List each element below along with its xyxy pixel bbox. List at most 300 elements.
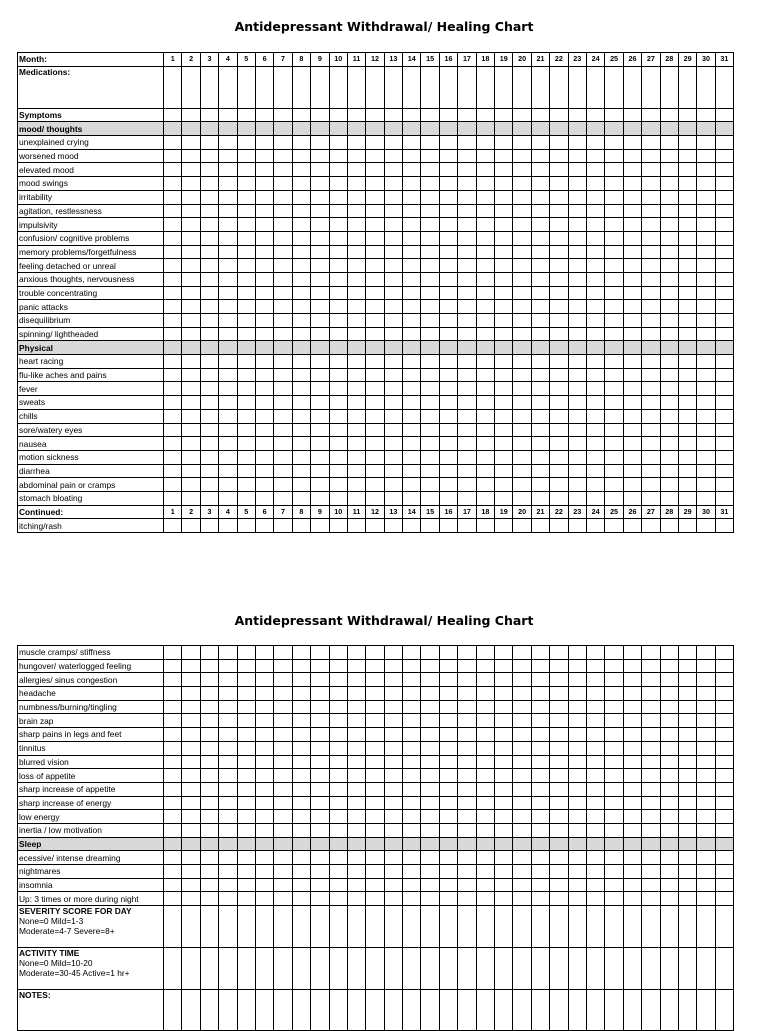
day-cell[interactable] bbox=[458, 741, 476, 755]
day-cell[interactable] bbox=[697, 464, 715, 478]
day-cell[interactable] bbox=[311, 231, 329, 245]
day-cell[interactable] bbox=[660, 878, 678, 892]
day-cell[interactable] bbox=[366, 423, 384, 437]
day-cell[interactable] bbox=[550, 149, 568, 163]
day-cell[interactable] bbox=[531, 906, 549, 948]
day-cell[interactable] bbox=[531, 728, 549, 742]
day-cell[interactable] bbox=[274, 300, 292, 314]
day-cell[interactable] bbox=[384, 892, 402, 906]
day-cell[interactable] bbox=[292, 659, 310, 673]
day-cell[interactable] bbox=[550, 314, 568, 328]
day-cell[interactable] bbox=[623, 149, 641, 163]
day-cell[interactable] bbox=[550, 755, 568, 769]
day-cell[interactable] bbox=[660, 327, 678, 341]
day-cell[interactable] bbox=[513, 837, 531, 851]
day-cell[interactable] bbox=[605, 714, 623, 728]
day-cell[interactable] bbox=[660, 163, 678, 177]
day-cell[interactable] bbox=[660, 646, 678, 660]
day-cell[interactable] bbox=[200, 823, 218, 837]
day-cell[interactable] bbox=[678, 646, 696, 660]
day-cell[interactable] bbox=[200, 327, 218, 341]
day-cell[interactable] bbox=[715, 259, 733, 273]
day-cell[interactable] bbox=[200, 700, 218, 714]
day-cell[interactable] bbox=[568, 659, 586, 673]
day-cell[interactable] bbox=[311, 327, 329, 341]
day-cell[interactable] bbox=[715, 245, 733, 259]
day-cell[interactable] bbox=[550, 823, 568, 837]
day-cell[interactable] bbox=[715, 177, 733, 191]
day-cell[interactable] bbox=[421, 464, 439, 478]
day-cell[interactable] bbox=[697, 66, 715, 108]
day-cell[interactable] bbox=[568, 673, 586, 687]
day-cell[interactable] bbox=[568, 136, 586, 150]
day-cell[interactable] bbox=[292, 837, 310, 851]
day-cell[interactable] bbox=[329, 450, 347, 464]
day-cell[interactable] bbox=[678, 714, 696, 728]
day-cell[interactable] bbox=[678, 851, 696, 865]
day-cell[interactable] bbox=[311, 136, 329, 150]
day-cell[interactable] bbox=[458, 355, 476, 369]
day-cell[interactable] bbox=[366, 450, 384, 464]
day-cell[interactable] bbox=[439, 355, 457, 369]
day-cell[interactable] bbox=[531, 700, 549, 714]
day-cell[interactable] bbox=[182, 409, 200, 423]
day-cell[interactable] bbox=[384, 741, 402, 755]
day-cell[interactable] bbox=[568, 714, 586, 728]
day-cell[interactable] bbox=[274, 464, 292, 478]
day-cell[interactable] bbox=[642, 491, 660, 505]
day-cell[interactable] bbox=[513, 368, 531, 382]
day-cell[interactable] bbox=[642, 837, 660, 851]
day-cell[interactable] bbox=[678, 755, 696, 769]
day-cell[interactable] bbox=[715, 396, 733, 410]
day-cell[interactable] bbox=[697, 892, 715, 906]
day-cell[interactable] bbox=[200, 149, 218, 163]
day-cell[interactable] bbox=[366, 314, 384, 328]
day-cell[interactable] bbox=[200, 355, 218, 369]
day-cell[interactable] bbox=[237, 149, 255, 163]
day-cell[interactable] bbox=[421, 491, 439, 505]
day-cell[interactable] bbox=[237, 700, 255, 714]
day-cell[interactable] bbox=[568, 491, 586, 505]
day-cell[interactable] bbox=[347, 368, 365, 382]
day-cell[interactable] bbox=[586, 687, 604, 701]
day-cell[interactable] bbox=[274, 409, 292, 423]
day-cell[interactable] bbox=[182, 300, 200, 314]
day-cell[interactable] bbox=[623, 837, 641, 851]
day-cell[interactable] bbox=[476, 66, 494, 108]
day-cell[interactable] bbox=[715, 646, 733, 660]
day-cell[interactable] bbox=[347, 409, 365, 423]
day-cell[interactable] bbox=[697, 769, 715, 783]
day-cell[interactable] bbox=[458, 673, 476, 687]
day-cell[interactable] bbox=[421, 190, 439, 204]
day-cell[interactable] bbox=[366, 728, 384, 742]
day-cell[interactable] bbox=[403, 714, 421, 728]
day-cell[interactable] bbox=[347, 687, 365, 701]
day-cell[interactable] bbox=[384, 177, 402, 191]
day-cell[interactable] bbox=[568, 728, 586, 742]
day-cell[interactable] bbox=[660, 810, 678, 824]
day-cell[interactable] bbox=[384, 66, 402, 108]
day-cell[interactable] bbox=[550, 423, 568, 437]
day-cell[interactable] bbox=[495, 990, 513, 1031]
day-cell[interactable] bbox=[531, 409, 549, 423]
day-cell[interactable] bbox=[403, 728, 421, 742]
day-cell[interactable] bbox=[715, 464, 733, 478]
day-cell[interactable] bbox=[219, 314, 237, 328]
day-cell[interactable] bbox=[255, 368, 273, 382]
day-cell[interactable] bbox=[329, 659, 347, 673]
day-cell[interactable] bbox=[403, 149, 421, 163]
day-cell[interactable] bbox=[347, 382, 365, 396]
day-cell[interactable] bbox=[311, 108, 329, 122]
day-cell[interactable] bbox=[476, 177, 494, 191]
day-cell[interactable] bbox=[347, 823, 365, 837]
day-cell[interactable] bbox=[421, 286, 439, 300]
day-cell[interactable] bbox=[495, 906, 513, 948]
day-cell[interactable] bbox=[586, 286, 604, 300]
day-cell[interactable] bbox=[697, 714, 715, 728]
day-cell[interactable] bbox=[586, 272, 604, 286]
day-cell[interactable] bbox=[513, 782, 531, 796]
day-cell[interactable] bbox=[237, 646, 255, 660]
day-cell[interactable] bbox=[329, 409, 347, 423]
day-cell[interactable] bbox=[568, 878, 586, 892]
day-cell[interactable] bbox=[550, 491, 568, 505]
day-cell[interactable] bbox=[421, 409, 439, 423]
day-cell[interactable] bbox=[274, 700, 292, 714]
day-cell[interactable] bbox=[605, 423, 623, 437]
day-cell[interactable] bbox=[164, 823, 182, 837]
day-cell[interactable] bbox=[697, 341, 715, 355]
day-cell[interactable] bbox=[164, 491, 182, 505]
day-cell[interactable] bbox=[568, 177, 586, 191]
day-cell[interactable] bbox=[531, 646, 549, 660]
day-cell[interactable] bbox=[678, 450, 696, 464]
day-cell[interactable] bbox=[255, 382, 273, 396]
day-cell[interactable] bbox=[182, 906, 200, 948]
day-cell[interactable] bbox=[458, 437, 476, 451]
day-cell[interactable] bbox=[347, 231, 365, 245]
day-cell[interactable] bbox=[329, 231, 347, 245]
day-cell[interactable] bbox=[255, 810, 273, 824]
day-cell[interactable] bbox=[513, 149, 531, 163]
day-cell[interactable] bbox=[384, 990, 402, 1031]
day-cell[interactable] bbox=[311, 741, 329, 755]
day-cell[interactable] bbox=[182, 823, 200, 837]
day-cell[interactable] bbox=[697, 218, 715, 232]
day-cell[interactable] bbox=[715, 865, 733, 879]
day-cell[interactable] bbox=[642, 122, 660, 136]
day-cell[interactable] bbox=[623, 700, 641, 714]
day-cell[interactable] bbox=[237, 810, 255, 824]
day-cell[interactable] bbox=[623, 355, 641, 369]
day-cell[interactable] bbox=[237, 837, 255, 851]
day-cell[interactable] bbox=[586, 122, 604, 136]
day-cell[interactable] bbox=[164, 519, 182, 533]
day-cell[interactable] bbox=[715, 478, 733, 492]
day-cell[interactable] bbox=[237, 687, 255, 701]
day-cell[interactable] bbox=[642, 892, 660, 906]
day-cell[interactable] bbox=[219, 837, 237, 851]
day-cell[interactable] bbox=[697, 108, 715, 122]
day-cell[interactable] bbox=[586, 245, 604, 259]
day-cell[interactable] bbox=[678, 218, 696, 232]
day-cell[interactable] bbox=[605, 990, 623, 1031]
day-cell[interactable] bbox=[403, 700, 421, 714]
day-cell[interactable] bbox=[586, 878, 604, 892]
day-cell[interactable] bbox=[219, 437, 237, 451]
day-cell[interactable] bbox=[403, 368, 421, 382]
day-cell[interactable] bbox=[550, 646, 568, 660]
day-cell[interactable] bbox=[623, 259, 641, 273]
day-cell[interactable] bbox=[164, 245, 182, 259]
day-cell[interactable] bbox=[421, 327, 439, 341]
day-cell[interactable] bbox=[219, 673, 237, 687]
day-cell[interactable] bbox=[495, 741, 513, 755]
day-cell[interactable] bbox=[219, 450, 237, 464]
day-cell[interactable] bbox=[421, 714, 439, 728]
day-cell[interactable] bbox=[182, 990, 200, 1031]
day-cell[interactable] bbox=[623, 823, 641, 837]
day-cell[interactable] bbox=[200, 865, 218, 879]
day-cell[interactable] bbox=[586, 519, 604, 533]
day-cell[interactable] bbox=[403, 491, 421, 505]
day-cell[interactable] bbox=[495, 714, 513, 728]
day-cell[interactable] bbox=[642, 646, 660, 660]
day-cell[interactable] bbox=[274, 646, 292, 660]
day-cell[interactable] bbox=[697, 423, 715, 437]
day-cell[interactable] bbox=[439, 673, 457, 687]
day-cell[interactable] bbox=[182, 177, 200, 191]
day-cell[interactable] bbox=[421, 837, 439, 851]
day-cell[interactable] bbox=[347, 423, 365, 437]
day-cell[interactable] bbox=[255, 286, 273, 300]
day-cell[interactable] bbox=[403, 646, 421, 660]
day-cell[interactable] bbox=[237, 782, 255, 796]
day-cell[interactable] bbox=[550, 851, 568, 865]
day-cell[interactable] bbox=[255, 837, 273, 851]
day-cell[interactable] bbox=[421, 245, 439, 259]
day-cell[interactable] bbox=[458, 409, 476, 423]
day-cell[interactable] bbox=[274, 687, 292, 701]
day-cell[interactable] bbox=[605, 218, 623, 232]
day-cell[interactable] bbox=[678, 163, 696, 177]
day-cell[interactable] bbox=[605, 878, 623, 892]
day-cell[interactable] bbox=[568, 755, 586, 769]
day-cell[interactable] bbox=[568, 646, 586, 660]
day-cell[interactable] bbox=[715, 149, 733, 163]
day-cell[interactable] bbox=[182, 892, 200, 906]
day-cell[interactable] bbox=[403, 796, 421, 810]
day-cell[interactable] bbox=[458, 177, 476, 191]
day-cell[interactable] bbox=[403, 286, 421, 300]
day-cell[interactable] bbox=[274, 491, 292, 505]
day-cell[interactable] bbox=[605, 177, 623, 191]
day-cell[interactable] bbox=[384, 865, 402, 879]
day-cell[interactable] bbox=[513, 272, 531, 286]
day-cell[interactable] bbox=[164, 646, 182, 660]
day-cell[interactable] bbox=[274, 782, 292, 796]
day-cell[interactable] bbox=[439, 769, 457, 783]
day-cell[interactable] bbox=[568, 286, 586, 300]
day-cell[interactable] bbox=[605, 396, 623, 410]
day-cell[interactable] bbox=[568, 851, 586, 865]
day-cell[interactable] bbox=[568, 204, 586, 218]
day-cell[interactable] bbox=[237, 286, 255, 300]
day-cell[interactable] bbox=[715, 782, 733, 796]
day-cell[interactable] bbox=[347, 906, 365, 948]
day-cell[interactable] bbox=[292, 66, 310, 108]
day-cell[interactable] bbox=[476, 714, 494, 728]
day-cell[interactable] bbox=[550, 673, 568, 687]
day-cell[interactable] bbox=[292, 464, 310, 478]
day-cell[interactable] bbox=[660, 259, 678, 273]
day-cell[interactable] bbox=[274, 259, 292, 273]
day-cell[interactable] bbox=[274, 314, 292, 328]
day-cell[interactable] bbox=[384, 341, 402, 355]
day-cell[interactable] bbox=[200, 687, 218, 701]
day-cell[interactable] bbox=[200, 906, 218, 948]
day-cell[interactable] bbox=[531, 218, 549, 232]
day-cell[interactable] bbox=[255, 865, 273, 879]
day-cell[interactable] bbox=[642, 149, 660, 163]
day-cell[interactable] bbox=[697, 136, 715, 150]
day-cell[interactable] bbox=[274, 368, 292, 382]
day-cell[interactable] bbox=[642, 409, 660, 423]
day-cell[interactable] bbox=[476, 259, 494, 273]
day-cell[interactable] bbox=[164, 851, 182, 865]
day-cell[interactable] bbox=[403, 204, 421, 218]
day-cell[interactable] bbox=[182, 948, 200, 990]
day-cell[interactable] bbox=[678, 300, 696, 314]
day-cell[interactable] bbox=[513, 163, 531, 177]
day-cell[interactable] bbox=[403, 314, 421, 328]
day-cell[interactable] bbox=[200, 837, 218, 851]
day-cell[interactable] bbox=[605, 108, 623, 122]
day-cell[interactable] bbox=[200, 122, 218, 136]
day-cell[interactable] bbox=[219, 823, 237, 837]
day-cell[interactable] bbox=[660, 769, 678, 783]
day-cell[interactable] bbox=[164, 190, 182, 204]
day-cell[interactable] bbox=[623, 136, 641, 150]
day-cell[interactable] bbox=[329, 892, 347, 906]
day-cell[interactable] bbox=[513, 906, 531, 948]
day-cell[interactable] bbox=[329, 714, 347, 728]
day-cell[interactable] bbox=[605, 646, 623, 660]
day-cell[interactable] bbox=[495, 782, 513, 796]
day-cell[interactable] bbox=[568, 245, 586, 259]
day-cell[interactable] bbox=[715, 948, 733, 990]
day-cell[interactable] bbox=[237, 851, 255, 865]
day-cell[interactable] bbox=[623, 450, 641, 464]
day-cell[interactable] bbox=[200, 810, 218, 824]
day-cell[interactable] bbox=[458, 755, 476, 769]
day-cell[interactable] bbox=[568, 382, 586, 396]
day-cell[interactable] bbox=[439, 519, 457, 533]
day-cell[interactable] bbox=[200, 423, 218, 437]
day-cell[interactable] bbox=[255, 769, 273, 783]
day-cell[interactable] bbox=[458, 687, 476, 701]
day-cell[interactable] bbox=[568, 396, 586, 410]
day-cell[interactable] bbox=[292, 865, 310, 879]
day-cell[interactable] bbox=[660, 478, 678, 492]
day-cell[interactable] bbox=[605, 382, 623, 396]
day-cell[interactable] bbox=[697, 396, 715, 410]
day-cell[interactable] bbox=[642, 450, 660, 464]
day-cell[interactable] bbox=[311, 218, 329, 232]
day-cell[interactable] bbox=[347, 190, 365, 204]
day-cell[interactable] bbox=[311, 423, 329, 437]
day-cell[interactable] bbox=[531, 204, 549, 218]
day-cell[interactable] bbox=[623, 769, 641, 783]
day-cell[interactable] bbox=[513, 122, 531, 136]
day-cell[interactable] bbox=[586, 218, 604, 232]
day-cell[interactable] bbox=[531, 314, 549, 328]
day-cell[interactable] bbox=[623, 673, 641, 687]
day-cell[interactable] bbox=[347, 437, 365, 451]
day-cell[interactable] bbox=[384, 714, 402, 728]
day-cell[interactable] bbox=[182, 286, 200, 300]
day-cell[interactable] bbox=[550, 464, 568, 478]
day-cell[interactable] bbox=[642, 341, 660, 355]
day-cell[interactable] bbox=[458, 892, 476, 906]
day-cell[interactable] bbox=[513, 714, 531, 728]
day-cell[interactable] bbox=[642, 823, 660, 837]
day-cell[interactable] bbox=[292, 149, 310, 163]
day-cell[interactable] bbox=[605, 272, 623, 286]
day-cell[interactable] bbox=[347, 327, 365, 341]
day-cell[interactable] bbox=[384, 478, 402, 492]
day-cell[interactable] bbox=[164, 769, 182, 783]
day-cell[interactable] bbox=[219, 714, 237, 728]
day-cell[interactable] bbox=[476, 464, 494, 478]
day-cell[interactable] bbox=[347, 769, 365, 783]
day-cell[interactable] bbox=[678, 108, 696, 122]
day-cell[interactable] bbox=[292, 948, 310, 990]
day-cell[interactable] bbox=[439, 149, 457, 163]
day-cell[interactable] bbox=[164, 409, 182, 423]
day-cell[interactable] bbox=[715, 659, 733, 673]
day-cell[interactable] bbox=[550, 450, 568, 464]
day-cell[interactable] bbox=[274, 728, 292, 742]
day-cell[interactable] bbox=[384, 300, 402, 314]
day-cell[interactable] bbox=[550, 204, 568, 218]
day-cell[interactable] bbox=[697, 163, 715, 177]
day-cell[interactable] bbox=[255, 272, 273, 286]
day-cell[interactable] bbox=[311, 728, 329, 742]
day-cell[interactable] bbox=[403, 245, 421, 259]
day-cell[interactable] bbox=[255, 519, 273, 533]
day-cell[interactable] bbox=[329, 245, 347, 259]
day-cell[interactable] bbox=[311, 396, 329, 410]
day-cell[interactable] bbox=[476, 837, 494, 851]
day-cell[interactable] bbox=[439, 314, 457, 328]
day-cell[interactable] bbox=[605, 769, 623, 783]
day-cell[interactable] bbox=[623, 314, 641, 328]
day-cell[interactable] bbox=[605, 163, 623, 177]
day-cell[interactable] bbox=[403, 409, 421, 423]
day-cell[interactable] bbox=[292, 673, 310, 687]
day-cell[interactable] bbox=[255, 341, 273, 355]
day-cell[interactable] bbox=[421, 700, 439, 714]
day-cell[interactable] bbox=[439, 218, 457, 232]
day-cell[interactable] bbox=[531, 741, 549, 755]
day-cell[interactable] bbox=[660, 782, 678, 796]
day-cell[interactable] bbox=[586, 327, 604, 341]
day-cell[interactable] bbox=[182, 491, 200, 505]
